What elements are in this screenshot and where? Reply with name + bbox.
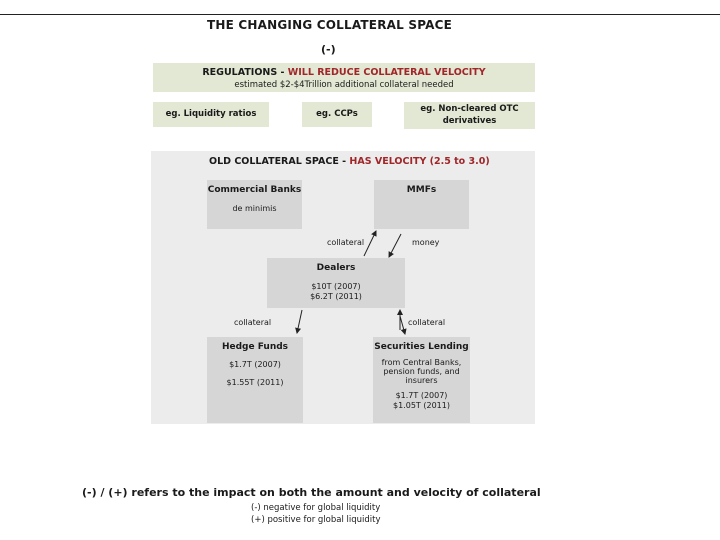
footer-note: (-) / (+) refers to the impact on both the amount and velocity of collateral [82,486,541,499]
node-mmfs: MMFs [374,180,469,229]
node-securities-lending: Securities Lending from Central Banks, pension funds, and insurers $1.7T (2007) $1.05T (2011) [373,337,470,423]
edge-label-collateral-mmf: collateral [327,238,365,247]
arrow-dealers-to-sl [400,316,405,334]
legend-positive: (+) positive for global liquidity [251,515,381,525]
example-ccps: eg. CCPs [302,102,372,127]
node-hedge-funds: Hedge Funds $1.7T (2007) $1.55T (2011) [207,337,303,423]
arrow-dealers-to-mmf [364,231,376,256]
example-otc-derivatives: eg. Non-cleared OTC derivatives [404,102,535,129]
node-commercial-banks: Commercial Banks de minimis [207,180,302,229]
regulation-impact-marker: (-) [321,43,336,56]
edge-label-collateral-sl: collateral [408,318,446,327]
arrow-dealers-to-hf [297,310,302,333]
edge-label-collateral-hf: collateral [234,318,272,327]
regulations-title: REGULATIONS - WILL REDUCE COLLATERAL VELOCITY [202,67,486,78]
node-dealers: Dealers $10T (2007) $6.2T (2011) [267,258,405,308]
diagram-title: THE CHANGING COLLATERAL SPACE [207,18,452,32]
example-liquidity-ratios: eg. Liquidity ratios [153,102,269,127]
edge-label-money-mmf: money [412,238,440,247]
arrow-mmf-to-dealers [389,234,401,257]
regulations-subtitle: estimated $2-$4Trillion additional collateral needed [234,80,454,90]
old-collateral-title: OLD COLLATERAL SPACE - HAS VELOCITY (2.5 to 3.0) [209,156,490,167]
legend-negative: (-) negative for global liquidity [251,503,381,513]
